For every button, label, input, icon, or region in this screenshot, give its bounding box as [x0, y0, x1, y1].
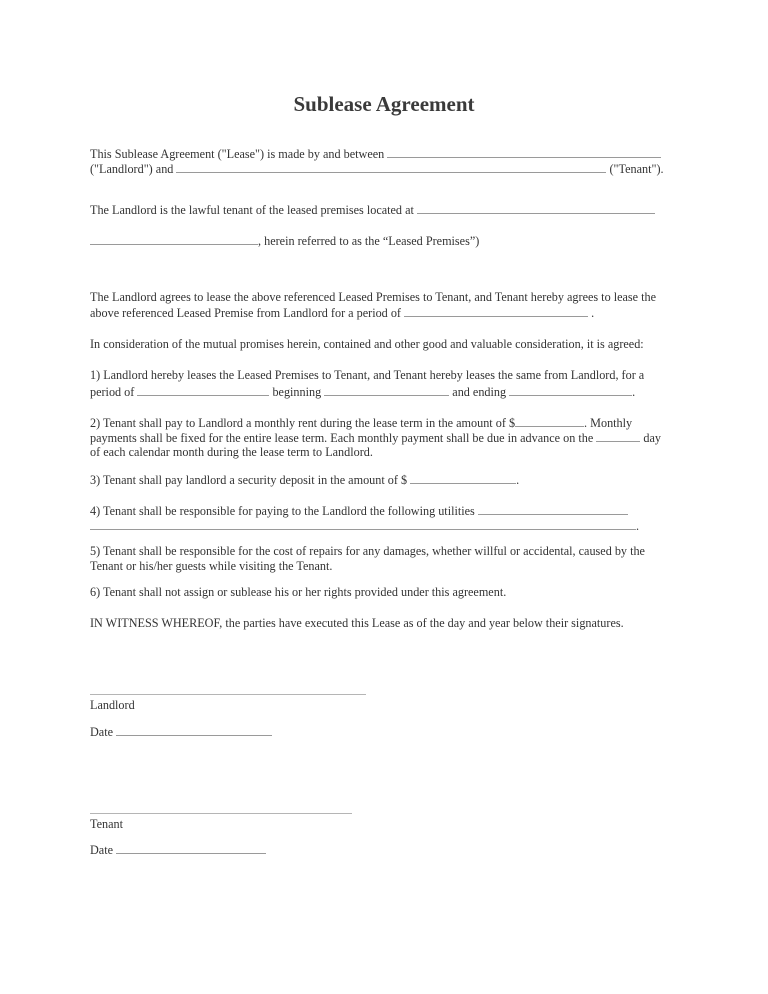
clause-2-text-2: . Monthly: [584, 416, 633, 430]
clause-1-end: .: [632, 385, 636, 399]
clause-1-ending-label: and ending: [452, 385, 507, 399]
clause-2-line-2: [90, 430, 661, 446]
intro-text-2: ("Landlord") and: [90, 162, 174, 176]
intro-text-3: ("Tenant").: [609, 162, 664, 176]
witness-text: IN WITNESS WHEREOF, the parties have executed this Lease as of the day and year below their signatures.: [90, 616, 624, 630]
clause-1-beginning-label: beginning: [272, 385, 322, 399]
clause-3-end: .: [516, 473, 520, 487]
landlord-name-field[interactable]: [387, 146, 661, 158]
intro-line-1: [90, 146, 661, 162]
utilities-field-2[interactable]: [90, 518, 636, 530]
tenant-signature-line[interactable]: [90, 813, 352, 814]
premises-address-field-2[interactable]: [90, 233, 258, 245]
clause-4-line-2: [90, 518, 639, 534]
clause-1-text: 1) Landlord hereby leases the Leased Premises to Tenant, and Tenant hereby leases the same from Landlord, for a: [90, 368, 645, 382]
end-date-field[interactable]: [509, 384, 632, 396]
clause-2-text-3: payments shall be fixed for the entire lease term. Each monthly payment shall be due in advance on the: [90, 431, 594, 445]
clause-3-text: 3) Tenant shall pay landlord a security deposit in the amount of $: [90, 473, 408, 487]
tenant-date-line: [90, 842, 266, 858]
premises-text-1: The Landlord is the lawful tenant of the leased premises located at: [90, 203, 414, 217]
landlord-date-label: Date: [90, 725, 114, 739]
lease-period-field[interactable]: [404, 305, 588, 317]
premises-address-field[interactable]: [417, 202, 655, 214]
tenant-label: Tenant: [90, 817, 123, 831]
clause-4-end: .: [636, 519, 640, 533]
premises-line-1: [90, 202, 655, 218]
clause-4-text: 4) Tenant shall be responsible for paying to the Landlord the following utilities: [90, 504, 475, 518]
monthly-rent-field[interactable]: [515, 415, 584, 427]
sublease-period-field[interactable]: [137, 384, 269, 396]
premises-text-2: , herein referred to as the “Leased Premises”): [258, 234, 480, 248]
clause-5-text-1: 5) Tenant shall be responsible for the cost of repairs for any damages, whether willful or accidental, caused by the: [90, 544, 645, 558]
agree-text-1: The Landlord agrees to lease the above referenced Leased Premises to Tenant, and Tenant hereby agrees to lease the: [90, 290, 657, 304]
agree-text-2: above referenced Leased Premise from Landlord for a period of: [90, 306, 401, 320]
clause-5-text-2: Tenant or his/her guests while visiting the Tenant.: [90, 559, 333, 573]
clause-2-text-4: day: [643, 431, 661, 445]
utilities-field[interactable]: [478, 503, 628, 515]
tenant-date-field[interactable]: [116, 842, 266, 854]
premises-line-2: [90, 233, 479, 249]
clause-1-line-2: [90, 384, 635, 400]
agree-line-2: [90, 305, 594, 321]
intro-line-2: [90, 161, 664, 177]
clause-2-text-5: of each calendar month during the lease term to Landlord.: [90, 445, 373, 459]
security-deposit-field[interactable]: [410, 472, 516, 484]
landlord-date-field[interactable]: [116, 724, 272, 736]
clause-6-text: 6) Tenant shall not assign or sublease his or her rights provided under this agreement.: [90, 585, 507, 599]
landlord-date-line: [90, 724, 272, 740]
clause-4-line: [90, 503, 628, 519]
tenant-date-label: Date: [90, 843, 114, 857]
landlord-signature-line[interactable]: [90, 694, 366, 695]
consideration-text: In consideration of the mutual promises herein, contained and other good and valuable consideration, it is agreed:: [90, 337, 644, 351]
clause-2-line-1: [90, 415, 632, 431]
begin-date-field[interactable]: [324, 384, 449, 396]
tenant-name-field[interactable]: [176, 161, 606, 173]
agree-end: .: [591, 306, 595, 320]
clause-3-line: [90, 472, 519, 488]
clause-1-period-label: period of: [90, 385, 135, 399]
document-title: Sublease Agreement: [293, 92, 475, 116]
intro-text-1: This Sublease Agreement ("Lease") is made by and between: [90, 147, 385, 161]
due-day-field[interactable]: [596, 430, 640, 442]
clause-2-text-1: 2) Tenant shall pay to Landlord a monthly rent during the lease term in the amount of $: [90, 416, 516, 430]
landlord-label: Landlord: [90, 698, 135, 712]
